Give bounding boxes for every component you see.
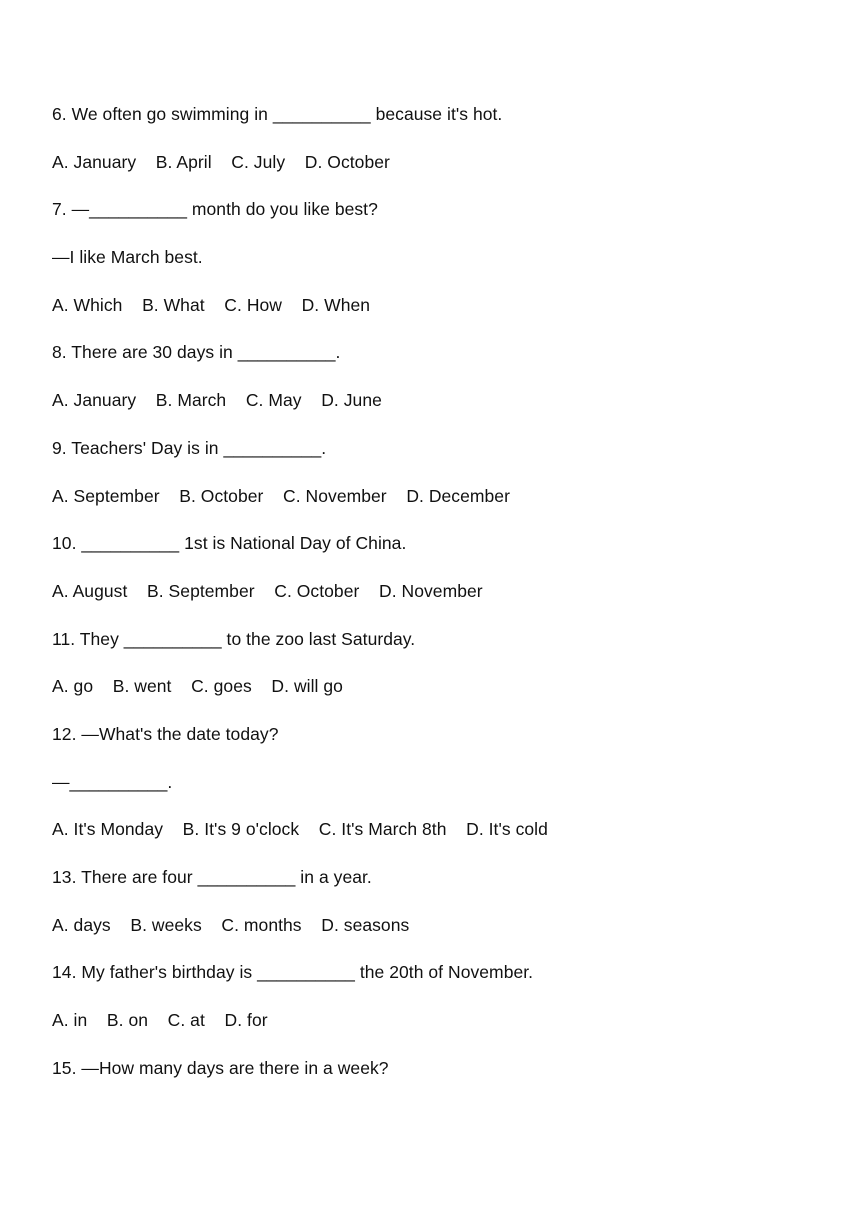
question-12-options: A. It's Monday B. It's 9 o'clock C. It's March 8th D. It's cold bbox=[52, 819, 548, 840]
worksheet-page bbox=[52, 100, 812, 1101]
question-11: 11. They __________ to the zoo last Saturday. bbox=[52, 628, 416, 649]
question-7-reply: —I like March best. bbox=[52, 247, 203, 268]
question-9-options: A. September B. October C. November D. December bbox=[52, 485, 510, 506]
question-15: 15. —How many days are there in a week? bbox=[52, 1057, 389, 1078]
question-10: 10. __________ 1st is National Day of China. bbox=[52, 533, 407, 554]
question-7: 7. —__________ month do you like best? bbox=[52, 199, 378, 220]
question-9: 9. Teachers' Day is in __________. bbox=[52, 437, 327, 458]
question-8-options: A. January B. March C. May D. June bbox=[52, 390, 382, 411]
question-6: 6. We often go swimming in __________ because it's hot. bbox=[52, 104, 503, 124]
question-8: 8. There are 30 days in __________. bbox=[52, 342, 341, 363]
question-6-options: A. January B. April C. July D. October bbox=[52, 151, 390, 172]
question-7-options: A. Which B. What C. How D. When bbox=[52, 294, 371, 315]
question-10-options: A. August B. September C. October D. November bbox=[52, 580, 483, 601]
question-12-reply: —__________. bbox=[52, 771, 173, 792]
question-14: 14. My father's birthday is __________ the 20th of November. bbox=[52, 962, 534, 983]
question-12: 12. —What's the date today? bbox=[52, 723, 279, 744]
question-11-options: A. go B. went C. goes D. will go bbox=[52, 676, 343, 697]
question-13: 13. There are four __________ in a year. bbox=[52, 867, 372, 887]
question-14-options: A. in B. on C. at D. for bbox=[52, 1010, 268, 1031]
question-13-options: A. days B. weeks C. months D. seasons bbox=[52, 914, 410, 935]
